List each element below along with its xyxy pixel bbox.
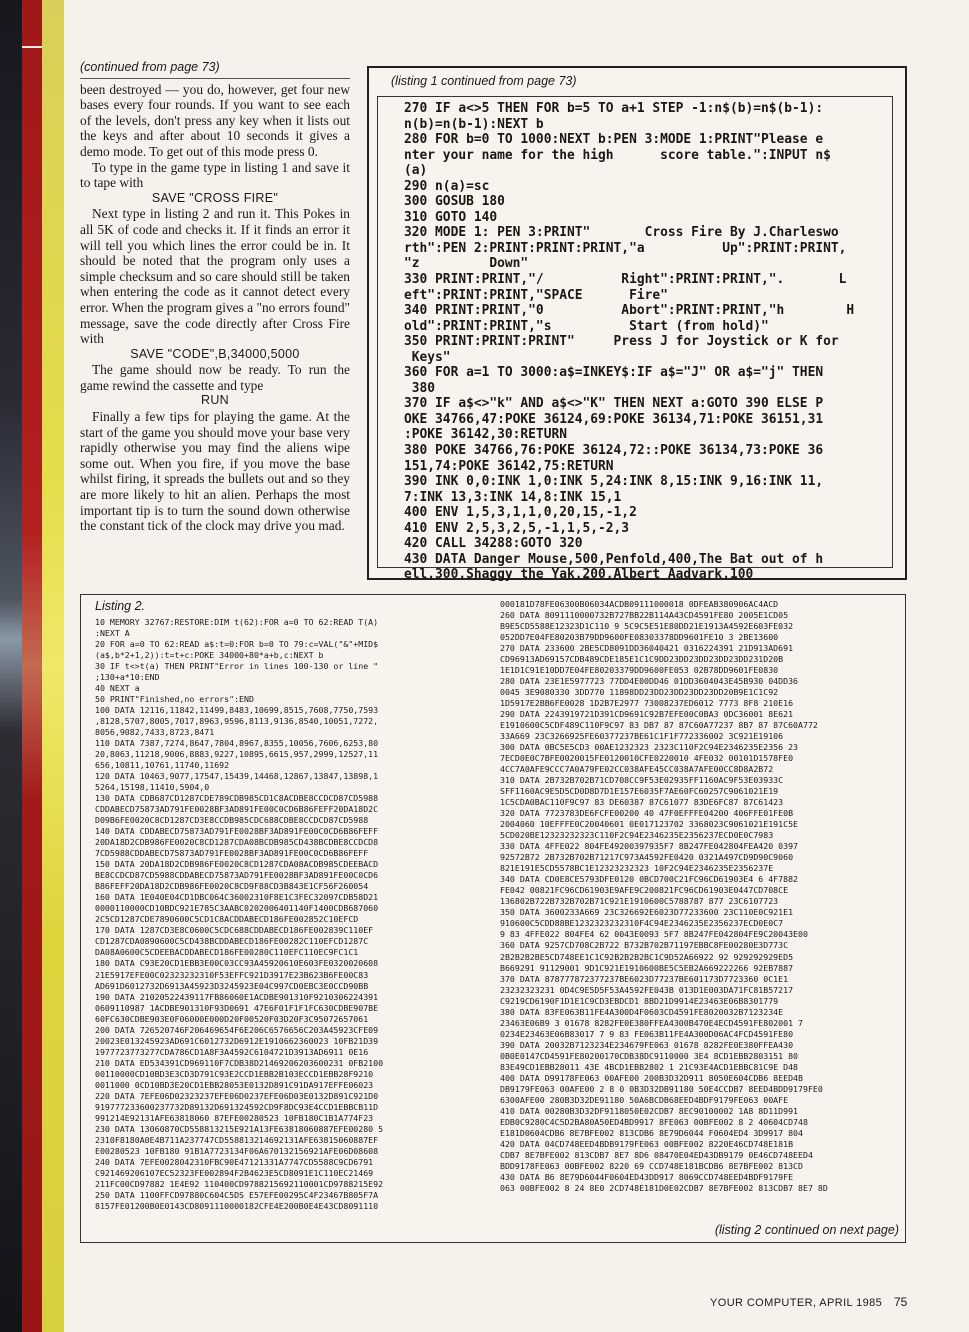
listing-2-code-line: BDD9178FE063 00BFE002 8220 69 CCD748E181BCDB6 8E7BFE002 813CD [500,1160,803,1171]
listing-2-code-line: ;130+a*10:END [95,672,160,683]
listing-2-code-line: 380 DATA 83FE063B11FE4A300D4F0603CD4591FE8020032B7123234E [500,1006,784,1017]
listing-2-code-line: 23463E06B9 3 01678 8282FE0E380FFEA4300B470E4ECD4591FE802001 7 [500,1017,803,1028]
listing-2-code-line: 420 DATA 04CD748EED4BDB9179FE063 00BFE002 8220E46CD748E181B [500,1138,794,1149]
listing-1-code-line: :POKE 36142,30:RETURN [404,427,567,443]
listing-2-code-line: 100 DATA 12116,11842,11499,8483,10699,8515,7608,7750,7593 [95,705,379,716]
listing-2-code-line: 1D5917E2BB6FE0028 1D2B7E2977 73008237ED6012 7773 8F8 210E16 [500,698,794,709]
listing-2-code-line: 1C5CDA0BAC110F9C97 83 DE60387 87C61077 83DE6FC87 87C61423 [500,797,784,808]
listing-2-code-line: 300 DATA 0BC5E5CD3 00AE1232323 2323C110F2C94E2346235E2356 23 [500,742,799,753]
command-save-cross-fire: SAVE "CROSS FIRE" [151,190,279,205]
listing-1-code-line: 400 ENV 1,5,3,1,1,0,20,15,-1,2 [404,505,637,521]
listing-2-code-line: CD96913AD69157CDB489CDE185E1C1C9DD23DD23DD23DD23DD231D20B [500,654,784,665]
listing-2-code-line: 0045 3E9080330 3DD770 11898DD23DD23DD23DD23DD20B9E1C1C92 [500,687,779,698]
article-paragraph-1: been destroyed — you do, however, get four new bases every four rounds. If you want to see each of the levels, don't press any key when it lists out the keys and after about 10 seconds it gives a demo mode. To get out of this mode press 0. [80,81,350,159]
listing-2-continued-note: (listing 2 continued on next page) [714,1223,899,1237]
article-column [80,60,350,534]
listing-1-code-frame [377,96,893,583]
listing-1-code-line: 280 FOR b=0 TO 1000:NEXT b:PEN 3:MODE 1:PRINT"Please e [404,132,824,148]
listing-2-code-line: 190 DATA 21020522439117FB86060E1ACDBE901310F9210306224391 [95,991,379,1002]
listing-2-code-line: C9219CD6190F1D1E1C9CD3EBDCD1 8BD21D9914E23463E06B8301779 [500,995,779,1006]
listing-2-code-line: 8056,9082,7433,8723,8471 [95,727,215,738]
listing-1-code-line: nter your name for the high score table.":INPUT n$ [404,147,831,163]
listing-2-code-line: 200 DATA 726520746F206469654F6E206C6576656C203A45923CFE09 [95,1024,379,1035]
listing-2-code-line: 290 DATA 2243919721D391CD9691C92B7EFE00C0BA3 0DC36001 8E621 [500,709,794,720]
listing-2-code-line: 20 FOR a=0 TO 62:READ a$:t=0:FOR b=0 TO 79:c=VAL("&"+MID$ [95,639,379,650]
listing-2-code-line: 40 NEXT a [95,683,140,694]
listing-2-code-line: 0234E23463E06B83017 7 9 83 FE063B11FE4A300D06AC4FCD4591FE80 [500,1028,794,1039]
listing-2-code-line: 0B0E0147CD4591FE80200170CDB38DC9110000 3E4 8CD1EBB2803151 80 [500,1050,799,1061]
listing-2-code-line: 1977723773277CDA786CD1A8F3A4592C6104721D3913AD6911 0E16 [95,1046,369,1057]
listing-2-code-line: 60FC630CDBE903E0F06000E000D20F00520F03D20F3C95072657061 [95,1013,369,1024]
listing-2-code-line: EDB0C9280C4C5D2BA80A50ED4BD9917 8FE063 00BFE002 8 2 40604CD748 [500,1116,808,1127]
article-paragraph-2: To type in the game type in listing 1 and save it to tape with [80,159,350,191]
listing-2-box [80,594,906,1243]
listing-2-code-line: 83E49CD1EBB28011 43E 4BCD1EBB2802 1 21C93E4ACD1EBBC81C9E D48 [500,1061,799,1072]
listing-1-code-line: 270 IF a<>5 THEN FOR b=5 TO a+1 STEP -1:n$(b)=n$(b-1): [404,101,824,116]
listing-2-code-line: 21E5917EFE00C02323232310F53EFFC921D3917E23B623B6FE00C83 [95,969,369,980]
listing-1-code [378,97,892,583]
listing-1-box [367,66,907,583]
page-number: 75 [894,1295,908,1309]
listing-2-code-line: 136802B722B732B702B71C921E1910600C5788787 877 23C6107723 [500,896,779,907]
listing-2-code-line: 00110000CD10BD3E3CD3D791C93E2CCD1EBB2B103ECCD1EBB28F9210 [95,1068,374,1079]
listing-2-code-line: 919777233600237732D89132D691324592CD9F8DC93E4CCD1EBBCB11D [95,1101,379,1112]
listing-1-code-line: 380 [404,380,436,396]
listing-2-code-line: 000181D78FE06300B06034ACDB09111000018 0DFEAB380906AC4ACD [500,599,779,609]
listing-2-code-line: 230 DATA 13060870CD558813215E921A13FE63818060887EFE00280 5 [95,1123,384,1134]
left-edge-dark-strip [0,0,22,1332]
listing-2-code-line: 5264,15198,11410,5904,0 [95,782,210,793]
listing-2-code-line: 140 DATA CDDABECD75873AD791FE0028BF3AD891FE00C0CD6B86FEFF [95,826,379,837]
listing-2-code-line: DA08A0600C5CDEEBACDDABECD186FE00280C110EFC110EC9FC1C1 [95,947,359,958]
listing-2-code-line: 240 DATA 7EFE0028042310FBC90E47121331A7747CD5588C9CD6791 [95,1156,374,1167]
listing-2-code-line: 410 DATA 00280B3D32DF9118050E02CDB7 8EC90100002 1A8 8D11D991 [500,1105,799,1116]
listing-1-code-line: 300 GOSUB 180 [404,194,505,210]
listing-2-code-line: 656,10811,10761,11740,11692 [95,760,230,771]
listing-2-code-line: BE8CCDCD87CD5988CDDABECD75873AD791FE0028BF3AD891FE00C0CD6 [95,870,379,881]
listing-2-left-column [95,617,491,1237]
listing-1-code-line: 290 n(a)=sc [404,178,490,194]
listing-2-code-line: 150 DATA 20DA18D2CDB986FE0020C8CD1287CDA08ACDB985CDEEBACD [95,859,379,870]
listing-1-code-line: 430 DATA Danger Mouse,500,Penfold,400,The Bat out of h [404,551,824,567]
continued-from-note: (continued from page 73) [80,60,350,79]
listing-2-code-line: 130 DATA CDB687CD1287CDE789CDB985CD1C8ACDBE8CCDCD87CD5988 [95,793,379,804]
listing-2-code-line: 20DA18D2CDB986FE0020C8CD1287CDA08BCDB985CD438BCDBE8CCDCD8 [95,837,379,848]
listing-1-code-line: 330 PRINT:PRINT,"/ Right":PRINT:PRINT,". L [404,272,847,288]
magazine-footer: YOUR COMPUTER, APRIL 1985 [710,1297,883,1309]
listing-2-code-line: C921469206107EC52323FE002894F2B4623E5CD8091E1C110EC21469 [95,1167,374,1178]
listing-2-code-line: 2B2B2B2BE5CD748EE1C1C92B2B2B2BC1C9D52A66922 92 929292929ED5 [500,951,794,962]
listing-2-code-line: 211FC00CD97882 1E4E92 110400CD9788215692110001CD9788215E92 [95,1178,384,1189]
left-edge-yellow-strip [42,0,64,1332]
listing-1-code-line: ell,300,Shaggy the Yak,200,Albert Aadvark,100 [404,567,754,583]
listing-1-code-line: 350 PRINT:PRINT:PRINT" Press J for Joystick or K for [404,334,839,350]
listing-1-code-line: 390 INK 0,0:INK 1,0:INK 5,24:INK 8,15:INK 9,16:INK 11, [404,474,824,490]
listing-2-code-line: 310 DATA 2B732B702B71CD708CC9F53E02935FF1160AC9F53E03933C [500,775,784,786]
command-run: RUN [201,393,229,408]
listing-2-code-line: 20,8063,11218,9006,8883,9227,10895,6615,957,2999,12527,11 [95,749,379,760]
listing-2-code-line: 23232323231 0D4C9E5D5F53A4592FE043B 013D1E003DA71FC81B57217 [500,984,794,995]
listing-2-code-line: 330 DATA 4FFE022 804FE49200397935F7 8B247FE042804FEA420 0397 [500,841,799,852]
listing-2-code-line: B669291 91129001 9D1C921E1910600BE5C5EB2A669222266 92EB7887 [500,962,794,973]
listing-2-code-line: 360 DATA 9257CD708C2B722 B732B702B71197EBBC8FE00280E3D773C [500,940,789,951]
listing-2-code-line: 390 DATA 20032B7123234E234679FE063 01678 8282FE0E380FFEA430 [500,1039,794,1050]
listing-2-code-line: CDB7 8E7BFE002 813CDB7 8E7 8D6 08470E04ED43DB9179 0E46CD748EED4 [500,1149,813,1160]
listing-2-code-line: 30 IF t<>t(a) THEN PRINT"Error in lines 100-130 or line " [95,661,379,672]
left-edge-notch [22,46,42,48]
listing-1-code-line: 151,74:POKE 36142,75:RETURN [404,458,614,474]
listing-2-code-line: B86FEFF20DA18D2CDB986FE0020C8CD9F88CD3B843E1CF56F260054 [95,881,369,892]
listing-2-code-line: 0609110987 1ACDBE901310F93D0691 47E6F01F1F1FC630CDBE907BE [95,1002,379,1013]
listing-2-code-line: 430 DATA B6 8E79D6044F0604ED43DD917 8069CCD748EED4BDF9179FE [500,1171,794,1182]
listing-1-code-line: OKE 34766,47:POKE 36124,69:POKE 36134,71:POKE 36151,31 [404,411,824,427]
listing-2-code-line: 9 83 4FFE022 804FE4 62 0043E0093 5F7 8B247FE042804FE9C20043E00 [500,929,808,940]
listing-2-code-line: FE042 00821FC96CD61903E9AFE9C200821FC96CD61903E0447CD708CE [500,885,789,896]
listing-2-code-line: 250 DATA 1100FFCD97880C604C5DS E57EFE00295C4F23467B805F7A [95,1189,379,1200]
listing-2-code-line: E00280523 10FB180 91B1A7723134F06A670132156921AFE06D08608 [95,1145,379,1156]
listing-1-code-line: 7:INK 13,3:INK 14,8:INK 15,1 [404,489,622,505]
listing-2-code-line: 063 00BFE002 8 24 8E0 2CD748E181D0E02CDB7 8E7BFE002 813CDB7 8E7 8D [500,1182,828,1193]
listing-2-code-line: 8157FE01200B0E0143CD8091110000182CFE4E200B0E4E43CD8091110 [95,1200,379,1211]
listing-2-code-line: 92572B72 2B732B702B71217C973A4592FE0420 0321A497CD9D90C9060 [500,852,794,863]
listing-2-code-line: 270 DATA 233600 2BE5CD8091DD36040421 0316224391 21D913AD691 [500,643,794,654]
listing-2-code-line: 2C5CD1287CDE7890600C5CD1C8ACDDABECD186FE002852C10EFCD [95,914,359,925]
listing-2-right-column [500,599,900,1223]
listing-1-code-line: eft":PRINT:PRINT,"SPACE Fire" [404,287,668,303]
listing-1-code-line: 410 ENV 2,5,3,2,5,-1,1,5,-2,3 [404,520,630,536]
listing-2-code-line: 50 PRINT"Finished,no errors":END [95,694,254,705]
listing-2-code-line: AD691D6012732D6913A45923D3245923E04C997CD0EBC3E0CCD90BB [95,980,369,991]
listing-1-code-line: 420 CALL 34288:GOTO 320 [404,536,583,552]
listing-2-code-line: 280 DATA 23E1E5977723 77DD4E00DD46 01DD3604043E45B930 04DD36 [500,676,799,687]
listing-1-code-line: Keys" [404,349,451,365]
article-paragraph-4: The game should now be ready. To run the game rewind the cassette and type [80,362,350,393]
listing-2-code-line: 0000110000CD10BDC921E785C3AABC0202006401140F1400CDB687060 [95,903,379,914]
listing-2-code-line: 170 DATA 1287CD3E8C0600C5CDC688CDDABECD186FE002839C110EF [95,925,374,936]
listing-2-code-line: 1E1D1C91E10DD7E04FE80203379DD9600FE053 02B78DD9601FE0830 [500,665,779,676]
listing-2-code-line: 2004060 10EFFFE0C20040601 0E017123702 3368023C9061021E191C5E [500,819,799,830]
listing-1-code-line: old":PRINT:PRINT,"s Start (from hold)" [404,318,769,334]
listing-2-code-line: 350 DATA 3600233A669 23C326692E6023D77233600 23C110E0C921E1 [500,907,794,918]
listing-1-code-line: (a) [404,163,428,179]
listing-1-code-line: "z Down" [404,256,529,272]
listing-1-code-line: 360 FOR a=1 TO 3000:a$=INKEY$:IF a$="J" OR a$="j" THEN [404,365,824,381]
command-save-code: SAVE "CODE",B,34000,5000 [130,346,300,361]
listing-1-code-line: n(b)=n(b-1):NEXT b [404,116,544,132]
listing-2-code-line: SFF1160AC9E5D5CD0D8D7D1E157E6035F7AE60FC60257C9061021E19 [500,786,779,797]
listing-2-code-line: 0011000 0CD10BD3E20CD1EBB28053E0132D891C91DA917EFFE06023 [95,1079,374,1090]
listing-2-code-line: 10 MEMORY 32767:RESTORE:DIM t(62):FOR a=0 TO 62:READ T(A) [95,617,379,627]
listing-2-code-line: 180 DATA C93E20CD1EBB3E00C03CC93A45920610E603FE0320020608 [95,958,379,969]
listing-2-code-line: 5CD020BE12323232323C110F2C94E2346235E2356237ECD0E0C7983 [500,830,774,841]
listing-2-code-line: E1910600C5CDF489C110F9C97 83 DB7 87 87C60A77237 8B7 87 87C60A772 [500,720,818,731]
listing-2-code-line: 2310F8180A0E4B711A237747CD558813214692131AFE63815060887EF [95,1134,379,1145]
listing-2-code-line: (a$,b*2+1,2)):t=t+c:POKE 34000+80*a+b,c:NEXT b [95,650,324,661]
listing-2-code-line: 991214E92131AFE63818060 87EFE00280523 10FB180C1B1A774F23 [95,1112,374,1123]
listing-2-code-line: 821E191E5CD5578BC1E12323232323 10F2C94E2346235E2356237E [500,863,774,874]
listing-2-code-line: E181D0604CDB6 8E7BFE002 813CDB6 8E79D6044 F0604ED4 3D9917 804 [500,1127,803,1138]
listing-2-code-line: 7ECD0E0C7BFE0020015FE0120010CFE0220010 4FE032 00101D1578FE0 [500,753,794,764]
listing-2-code-line: DB9179FE063 00AFE00 2 8 0 0B3D32DB91180 50E4CCDB7 8EED4BDD9179FE0 [500,1083,823,1094]
listing-2-code-line: D09B6FE0020C8CD1287CD3E8CCDB985CDC688CDBE8CCDCD87CD5988 [95,815,369,826]
listing-1-header: (listing 1 continued from page 73) [391,74,577,88]
listing-2-code-line: 120 DATA 10463,9077,17547,15439,14468,12867,13847,13898,1 [95,771,379,782]
listing-2-code-line: 400 DATA D99178FE063 00AFE00 200B3D32D911 8050E604CDB6 8EED4B [500,1072,803,1083]
listing-2-code-line: 260 DATA 8091110000732B727BB22B114A43CD4591FE80 2005E1CD05 [500,610,789,621]
listing-2-code-line: CD1287CDA0890600C5CD438BCDDABECD186FE00282C110EFCD1287C [95,936,369,947]
listing-1-code-line: 380 POKE 34766,76:POKE 36124,72::POKE 36134,73:POKE 36 [404,443,824,459]
listing-2-code-line: 370 DATA 878777872377237BE6023D77237BE601173D7723360 0C1E1 [500,973,789,984]
listing-2-code-line: 052DD7E04FE80203B79DD9600FE08303378DD9601FE10 3 2BE13600 [500,632,779,643]
listing-2-code-line: 6300AFE00 280B3D32DE91180 50A6BCDB68EED4BDF9179FE063 00AFE [500,1094,789,1105]
listing-2-code-line: 33A669 23C3266925FE60377237BE61C1F1F772336002 3C921E19106 [500,731,784,742]
listing-2-code-line: 220 DATA 7EFE06D02323237EFE06D0237EFE06D03E0132D891C921D0 [95,1090,379,1101]
left-edge-red-strip [22,0,42,1332]
listing-2-code-line: 20023E013245923AD691C6012732D6912E1910662360023 10FB21D39 [95,1035,379,1046]
listing-1-code-line: 370 IF a$<>"k" AND a$<>"K" THEN NEXT a:GOTO 390 ELSE P [404,396,824,412]
listing-2-code-line: ,8128,5707,8005,7017,8963,9596,8113,9136,8540,10051,7272, [95,716,379,727]
listing-1-code-line: 340 PRINT:PRINT,"0 Abort":PRINT:PRINT,"h H [404,303,855,319]
listing-2-code-line: B9E5CD5588E12323D1C110 9 5C9C5E51E80DD21E1913A4592E603FE032 [500,621,794,632]
listing-2-code-line: 340 DATA CD0E8CE5793DFE0120 0BCD700C21FC96CD61903E4 6 4F7882 [500,874,799,885]
listing-1-code-line: 310 GOTO 140 [404,209,498,225]
listing-2-code-line: 110 DATA 7387,7274,8647,7804,8967,8355,10056,7606,6253,80 [95,738,379,749]
listing-1-code-line: 320 MODE 1: PEN 3:PRINT" Cross Fire By J.Charleswo [404,225,839,241]
listing-2-header: Listing 2. [95,599,146,613]
listing-1-code-line: rth":PEN 2:PRINT:PRINT:PRINT,"a Up":PRINT:PRINT, [404,240,847,256]
article-paragraph-3: Next type in listing 2 and run it. This Pokes in all 5K of code and checks it. If it finds an error it will tell you which lines the error could be in. It should be noted that the program only uses a simple checksum and so care should still be taken when entering the code as it cannot detect every error. When the program gives a "no errors found" message, save the code directly after Cross Fire with [80,206,350,347]
listing-2-code-line: 7CD5988CDDABECD75873AD791FE0028BF3AD891FE00C0CD6B86FEFF [95,848,369,859]
article-paragraph-5: Finally a few tips for playing the game. At the start of the game you should move your base very rapidly otherwise you may find the aliens wipe some out. When you fire, if you move the base whilst firing, it spreads the bullets out and so they are more likely to hit an alien. Perhaps the most important tip is to turn the sound down otherwise the constant tick of the clock may drive you mad. [80,409,350,534]
listing-2-code-line: 910600C5CDD88BE1232323232310F4C94E2346235E2356237ECD0E0C7 [500,918,784,929]
listing-2-code-line: 210 DATA ED534391CD969110F7CDB38D21469206203600231 0FB2100 [95,1057,384,1068]
listing-2-code-line: :NEXT A [95,628,130,639]
listing-2-code-line: 320 DATA 7723783DE6FCFE00200 40 47F0EFFFE04200 406FFE01FE0B [500,808,794,819]
listing-2-code-line: 160 DATA 1E040E04CD1DBC064C36002310F8E1C3FEC32097CDB58D21 [95,892,379,903]
listing-2-code-line: CDDABECD75873AD791FE0028BF3AD891FE00C0CD6B86FEFF20DA18D2C [95,804,379,815]
listing-2-code-line: 4CC7A0AFE9CCC7A0A79FE02CC038AFE45CC038A7AFE00CC8D8A2B72 [500,764,774,775]
